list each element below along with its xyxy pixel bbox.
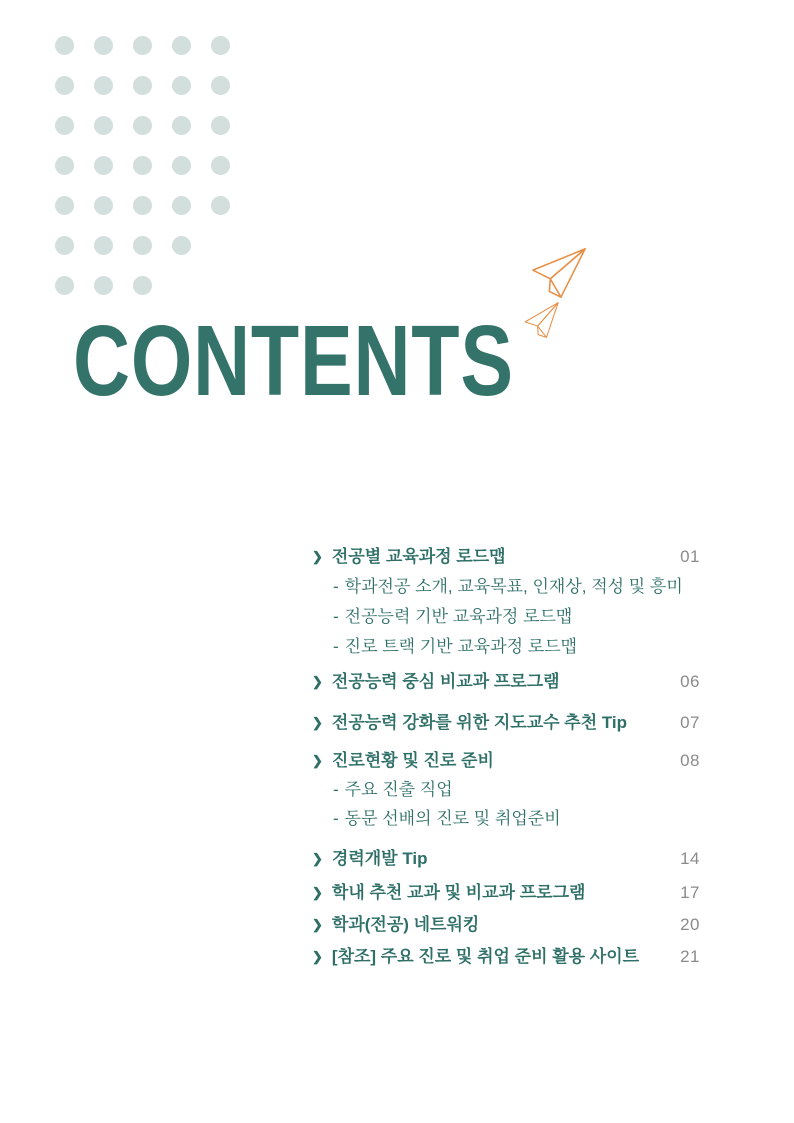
dash-prefix: - <box>333 780 339 799</box>
table-of-contents <box>312 0 700 1000</box>
dot <box>55 36 74 55</box>
toc-subitem[interactable] <box>312 779 700 800</box>
toc-item-label: 전공능력 중심 비교과 프로그램 <box>331 672 560 691</box>
dash-prefix: - <box>333 637 339 656</box>
toc-item-campus-programs[interactable] <box>312 882 700 904</box>
dot <box>133 156 152 175</box>
dot <box>55 116 74 135</box>
toc-item-page: 08 <box>680 751 700 770</box>
dot <box>94 276 113 295</box>
dot <box>55 236 74 255</box>
chevron-right-icon: ❯ <box>312 917 323 932</box>
toc-item-label: 학과(전공) 네트워킹 <box>331 915 480 934</box>
dot <box>133 276 152 295</box>
dot <box>133 116 152 135</box>
chevron-right-icon: ❯ <box>312 753 323 768</box>
dot <box>94 196 113 215</box>
toc-subitem-label: 진로 트랙 기반 교육과정 로드맵 <box>344 637 578 656</box>
toc-item-page: 07 <box>680 713 700 732</box>
toc-item-page: 20 <box>680 915 700 934</box>
dash-prefix: - <box>333 607 339 626</box>
toc-item-career-dev-tip[interactable] <box>312 848 700 870</box>
chevron-right-icon: ❯ <box>312 715 323 730</box>
dot-grid-decoration <box>55 36 230 316</box>
dot <box>133 36 152 55</box>
chevron-right-icon: ❯ <box>312 949 323 964</box>
toc-item-reference-sites[interactable] <box>312 946 700 968</box>
toc-item-label: 진로현황 및 진로 준비 <box>331 751 494 770</box>
dot <box>55 276 74 295</box>
toc-subitem-label: 주요 진출 직업 <box>344 780 453 799</box>
toc-item-label: 전공능력 강화를 위한 지도교수 추천 Tip <box>331 713 628 732</box>
dash-prefix: - <box>333 577 339 596</box>
chevron-right-icon: ❯ <box>312 851 323 866</box>
toc-subitem-label: 동문 선배의 진로 및 취업준비 <box>344 809 561 828</box>
toc-subitem-label: 전공능력 기반 교육과정 로드맵 <box>344 607 573 626</box>
toc-item-label: 학내 추천 교과 및 비교과 프로그램 <box>331 883 586 902</box>
dot <box>172 236 191 255</box>
toc-item-page: 01 <box>680 547 700 566</box>
page-title: CONTENTS <box>73 305 514 417</box>
chevron-right-icon: ❯ <box>312 674 323 689</box>
dot <box>211 196 230 215</box>
toc-item-professor-tip[interactable] <box>312 712 700 734</box>
dot <box>211 116 230 135</box>
toc-item-career-status[interactable] <box>312 750 700 772</box>
dot <box>172 156 191 175</box>
dot <box>55 196 74 215</box>
toc-item-page: 21 <box>680 947 700 966</box>
toc-subitem[interactable] <box>312 636 700 657</box>
chevron-right-icon: ❯ <box>312 885 323 900</box>
dot <box>211 156 230 175</box>
dot <box>211 76 230 95</box>
dot <box>172 196 191 215</box>
dash-prefix: - <box>333 809 339 828</box>
toc-subitem-label: 학과전공 소개, 교육목표, 인재상, 적성 및 흥미 <box>344 577 683 596</box>
toc-subitem[interactable] <box>312 576 700 597</box>
dot <box>172 36 191 55</box>
dot <box>133 236 152 255</box>
dot <box>55 156 74 175</box>
dot <box>55 76 74 95</box>
toc-item-page: 14 <box>680 849 700 868</box>
dot <box>172 116 191 135</box>
dot <box>211 36 230 55</box>
dot <box>94 36 113 55</box>
dot <box>94 156 113 175</box>
toc-item-label: 경력개발 Tip <box>331 849 428 868</box>
toc-subitem[interactable] <box>312 606 700 627</box>
dot <box>133 196 152 215</box>
toc-subitem[interactable] <box>312 808 700 829</box>
dot <box>94 236 113 255</box>
toc-item-networking[interactable] <box>312 914 700 936</box>
toc-item-label: 전공별 교육과정 로드맵 <box>331 547 506 566</box>
dot <box>172 76 191 95</box>
toc-item-extracurricular[interactable] <box>312 671 700 693</box>
dot <box>94 76 113 95</box>
toc-item-page: 06 <box>680 672 700 691</box>
toc-item-label: [참조] 주요 진로 및 취업 준비 활용 사이트 <box>331 947 640 966</box>
dot <box>133 76 152 95</box>
toc-item-roadmap[interactable] <box>312 546 700 568</box>
chevron-right-icon: ❯ <box>312 549 323 564</box>
dot <box>94 116 113 135</box>
toc-item-page: 17 <box>680 883 700 902</box>
